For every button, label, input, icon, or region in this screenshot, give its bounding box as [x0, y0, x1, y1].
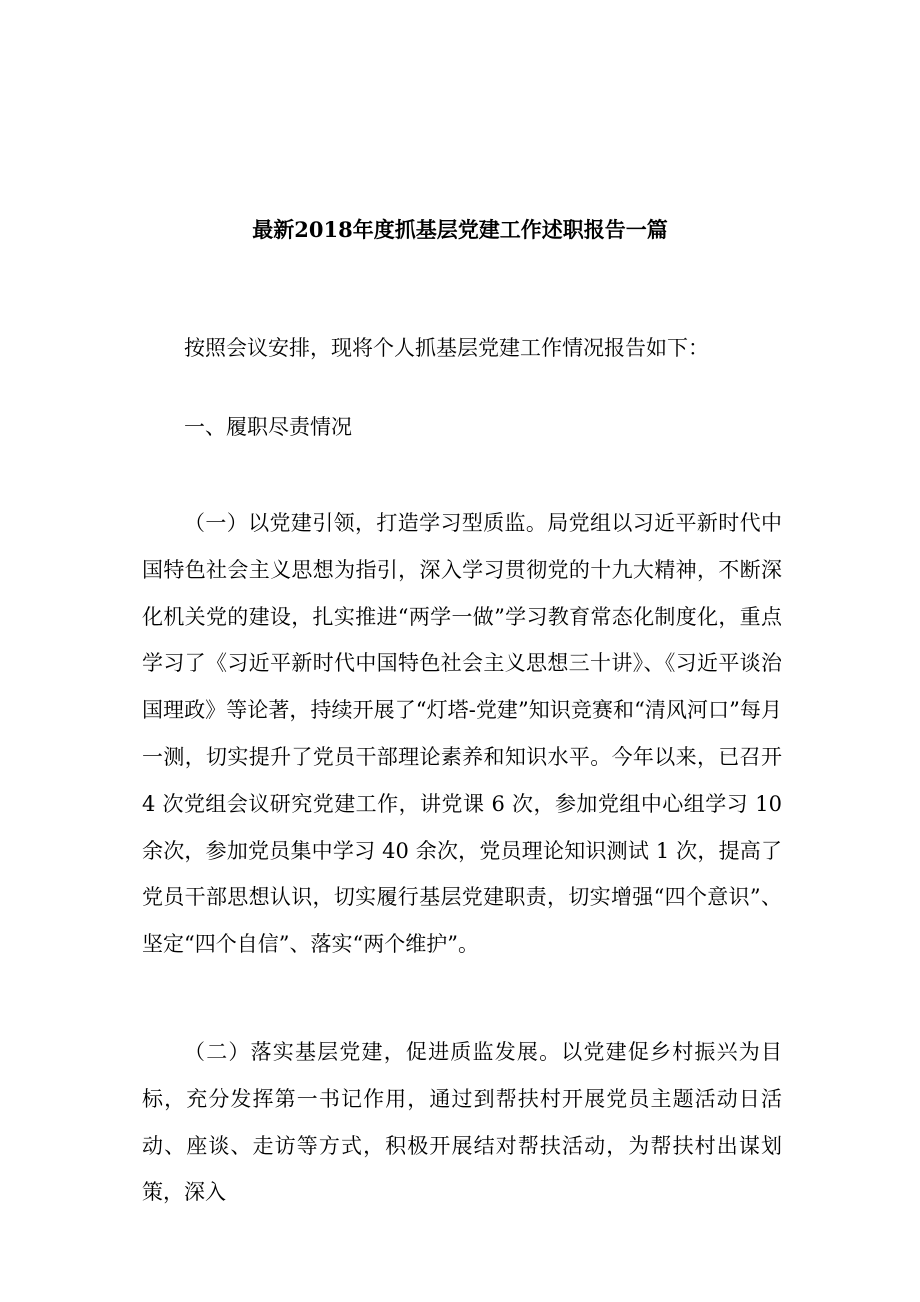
- intro-paragraph: 按照会议安排，现将个人抓基层党建工作情况报告如下：: [184, 336, 709, 360]
- body-paragraph-2: （二）落实基层党建，促进质监发展。以党建促乡村振兴为目标，充分发挥第一书记作用，通过到帮扶村开展党员主题活动日活动、座谈、走访等方式，积极开展结对帮扶活动，为帮扶村出谋划策，深入: [142, 1040, 782, 1205]
- section-heading: 一、履职尽责情况: [184, 415, 352, 439]
- body-paragraph-1: （一）以党建引领，打造学习型质监。局党组以习近平新时代中国特色社会主义思想为指引，深入学习贯彻党的十九大精神，不断深化机关党的建设，扎实推进“两学一做”学习教育常态化制度化，重点学习了《习近平新时代中国特色社会主义思想三十讲》、《习近平谈治国理政》等论著，持续开展了“灯塔-党建”知识竞赛和“清风河口”每月一测，切实提升了党员干部理论素养和知识水平。今年以来，已召开 4 次党组会议研究党建工作，讲党课 6 次，参加党组中心组学习 10 余次，参加党员集中学习 40 余次，党员理论知识测试 1 次，提高了党员干部思想认识，切实履行基层党建职责，切实增强“四个意识”、坚定“四个自信”、落实“两个维护”。: [142, 511, 782, 957]
- document-title: 最新2018年度抓基层党建工作述职报告一篇: [252, 217, 668, 242]
